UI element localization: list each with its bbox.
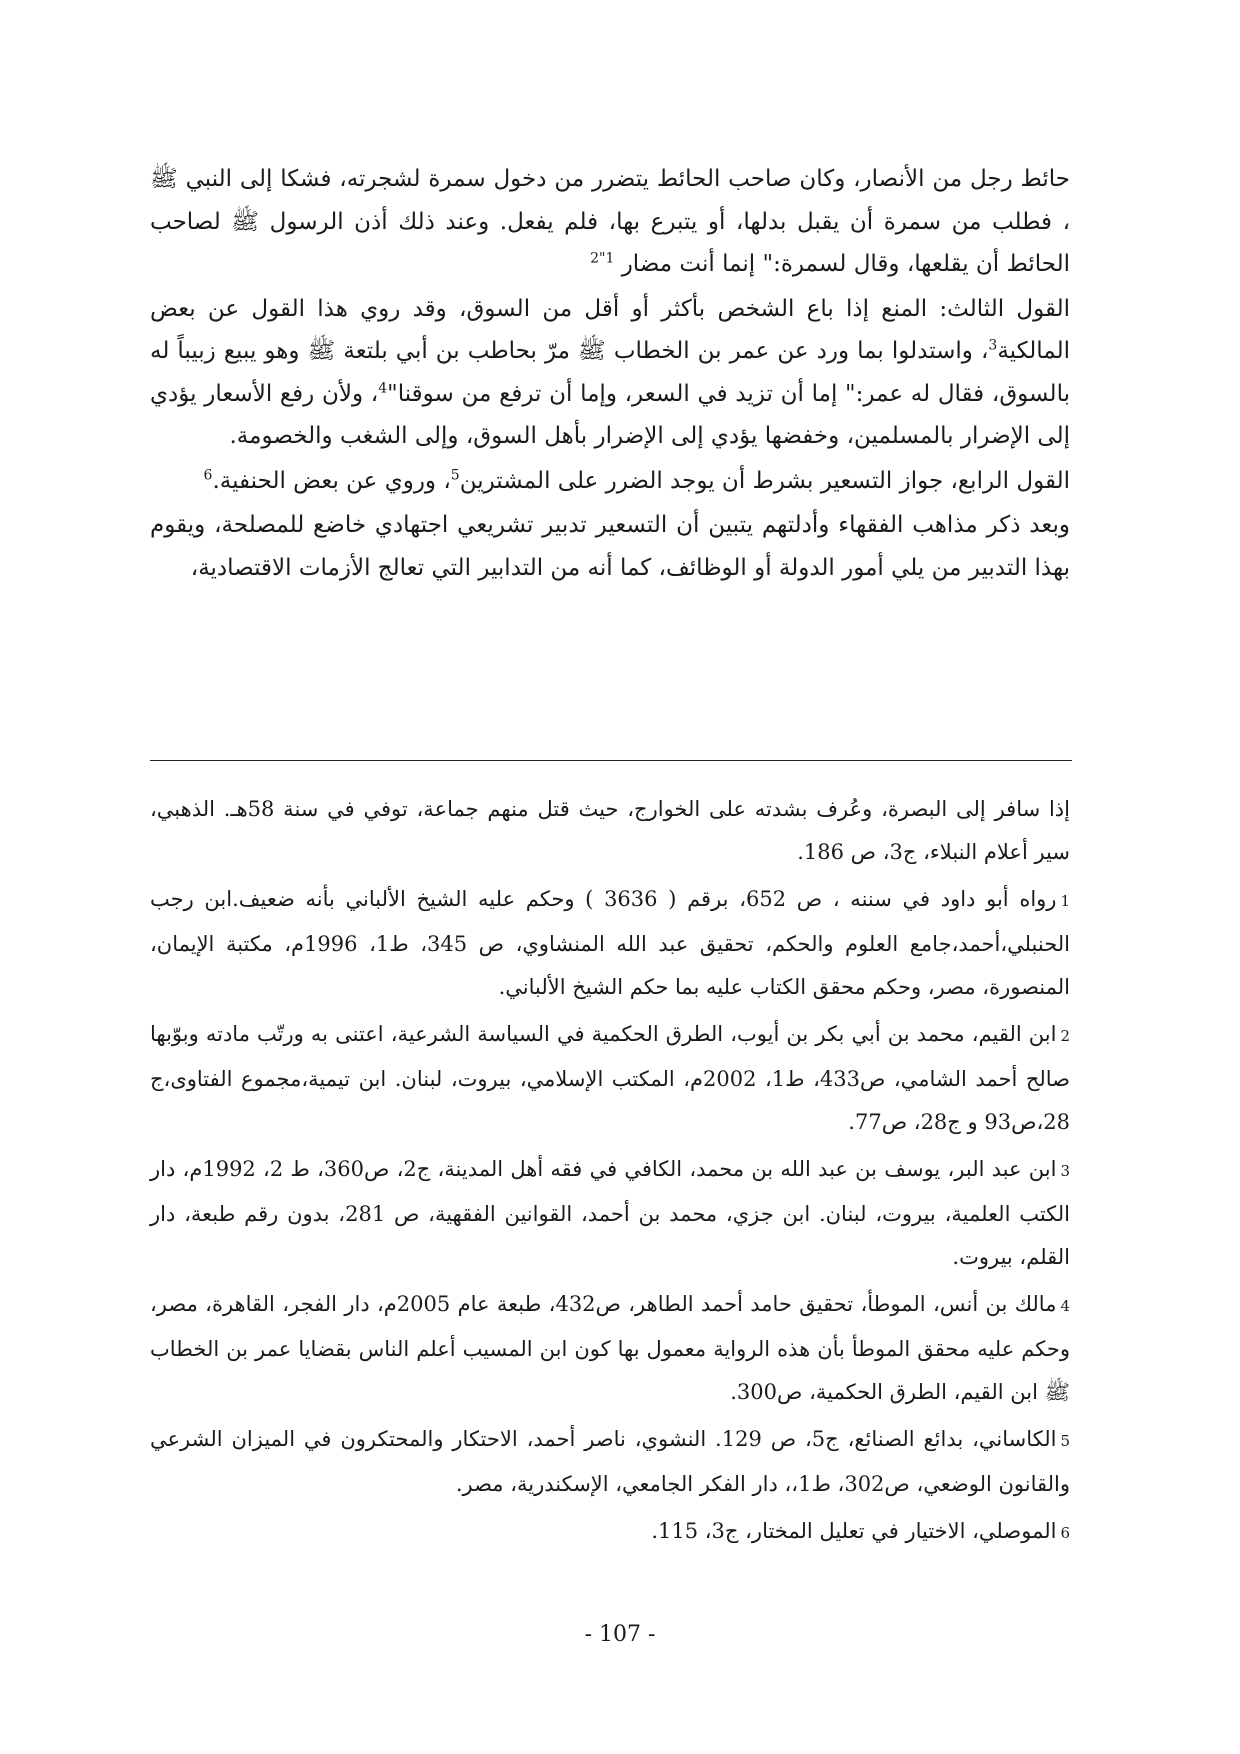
paragraph-3-text: القول الرابع، جواز التسعير بشرط أن يوجد الضرر على المشترين <box>459 467 1070 494</box>
footnote-number: 2 <box>1060 1027 1070 1045</box>
footnote-1 <box>150 878 1070 1009</box>
paragraph-4: وبعد ذكر مذاهب الفقهاء وأدلتهم يتبين أن التسعير تدبير تشريعي اجتهادي خاضع للمصلحة، ويقوم بهذا التدبير من يلي أمور الدولة أو الوظائف، كما أنه من التدابير التي تعالج الأزمات الاقتصادية، <box>150 512 1070 581</box>
footnote-2 <box>150 1013 1070 1144</box>
paragraph-3-text: ، وروي عن بعض الحنفية. <box>212 467 451 494</box>
footnote-ref-6: 6 <box>203 466 213 483</box>
footnote-text: الكاساني، بدائع الصنائع، ج5، ص 129. النشوي، ناصر أحمد، الاحتكار والمحتكرون في الميزان الشرعي والقانون الوضعي، ص302، ط1،، دار الفكر الجامعي، الإسكندرية، مصر. <box>150 1427 1070 1496</box>
footnote-text: ابن عبد البر، يوسف بن عبد الله بن محمد، الكافي في فقه أهل المدينة، ج2، ص360، ط 2، 1992م، دار الكتب العلمية، بيروت، لبنان. ابن جزي، محمد بن أحمد، القوانين الفقهية، ص 281، بدون رقم طبعة، دار القلم، بيروت. <box>150 1157 1070 1269</box>
footnote-text: الموصلي، الاختيار في تعليل المختار، ج3، 115. <box>651 1519 1057 1543</box>
footnote-6 <box>150 1510 1070 1555</box>
footnote-number: 6 <box>1060 1524 1070 1542</box>
footnote-3 <box>150 1148 1070 1279</box>
paragraph-1-text: حائط رجل من الأنصار، وكان صاحب الحائط يتضرر من دخول سمرة لشجرته، فشكا إلى النبي ﷺ ، فطلب من سمرة أن يقبل بدلها، أو يتبرع بها، فلم يفعل. وعند ذلك أذن الرسول ﷺ لصاحب الحائط أن يقلعها، وقال لسمرة:" إنما أنت مضار <box>150 166 1070 277</box>
footnote-separator <box>150 760 1072 761</box>
page-number: - 107 - <box>584 1622 656 1647</box>
footnote-ref-4: 4 <box>378 379 388 396</box>
paragraph-2-text: القول الثالث: المنع إذا باع الشخص بأكثر أو أقل من السوق، وقد روي هذا القول عن بعض المالكية <box>150 295 1070 364</box>
footnote-ref-5: 5 <box>450 466 460 483</box>
footnote-ref: 1"2 <box>590 250 615 267</box>
footnote-ref-3: 3 <box>988 337 998 354</box>
footnote-5 <box>150 1418 1070 1506</box>
footnotes <box>150 788 1070 1559</box>
footnote-4 <box>150 1283 1070 1414</box>
footnote-number: 5 <box>1060 1432 1070 1450</box>
footnote-text: مالك بن أنس، الموطأ، تحقيق حامد أحمد الطاهر، ص432، طبعة عام 2005م، دار الفجر، القاهرة، مصر، وحكم عليه محقق الموطأ بأن هذه الرواية معمول بها كون ابن المسيب أعلم الناس بقضايا عمر بن الخطاب ﷺ ابن القيم، الطرق الحكمية، ص300. <box>150 1292 1070 1404</box>
paragraph-2 <box>150 288 1070 458</box>
footnote-number: 3 <box>1060 1162 1070 1180</box>
footnote-carryover: إذا سافر إلى البصرة، وعُرف بشدته على الخوارج، حيث قتل منهم جماعة، توفي في سنة 58هـ. الذهبي، سير أعلام النبلاء، ج3، ص 186. <box>150 797 1070 864</box>
footnote-text: ابن القيم، محمد بن أبي بكر بن أيوب، الطرق الحكمية في السياسة الشرعية، اعتنى به ورتّب مادته وبوّبها صالح أحمد الشامي، ص433، ط1، 2002م، المكتب الإسلامي، بيروت، لبنان. ابن تيمية،مجموع الفتاوى،ج 28،ص93 و ج28، ص77. <box>150 1022 1071 1134</box>
main-text <box>150 158 1070 589</box>
paragraph-1 <box>150 158 1070 286</box>
paragraph-3 <box>150 460 1070 503</box>
footnote-text: رواه أبو داود في سننه ، ص 652، برقم ( 3636 ) وحكم عليه الشيخ الألباني بأنه ضعيف.ابن رجب الحنبلي،أحمد،جامع العلوم والحكم، تحقيق عبد الله المنشاوي، ص 345، ط1، 1996م، مكتبة الإيمان، المنصورة، مصر، وحكم محقق الكتاب عليه بما حكم الشيخ الألباني. <box>150 887 1071 999</box>
footnote-number: 4 <box>1060 1297 1070 1315</box>
paragraph-2-text: ، واستدلوا بما ورد عن عمر بن الخطاب ﷺ مرّ بحاطب بن أبي بلتعة ﷺ وهو يبيع زبيباً له بالسوق، فقال له عمر:" إما أن تزيد في السعر، وإما أن ترفع من سوقنا" <box>150 338 1070 407</box>
footnote-number: 1 <box>1060 892 1070 910</box>
paragraph-2-text: ، ولأن رفع الأسعار يؤدي إلى الإضرار بالمسلمين، وخفضها يؤدي إلى الإضرار بأهل السوق، وإلى الشغب والخصومة. <box>150 380 1070 449</box>
